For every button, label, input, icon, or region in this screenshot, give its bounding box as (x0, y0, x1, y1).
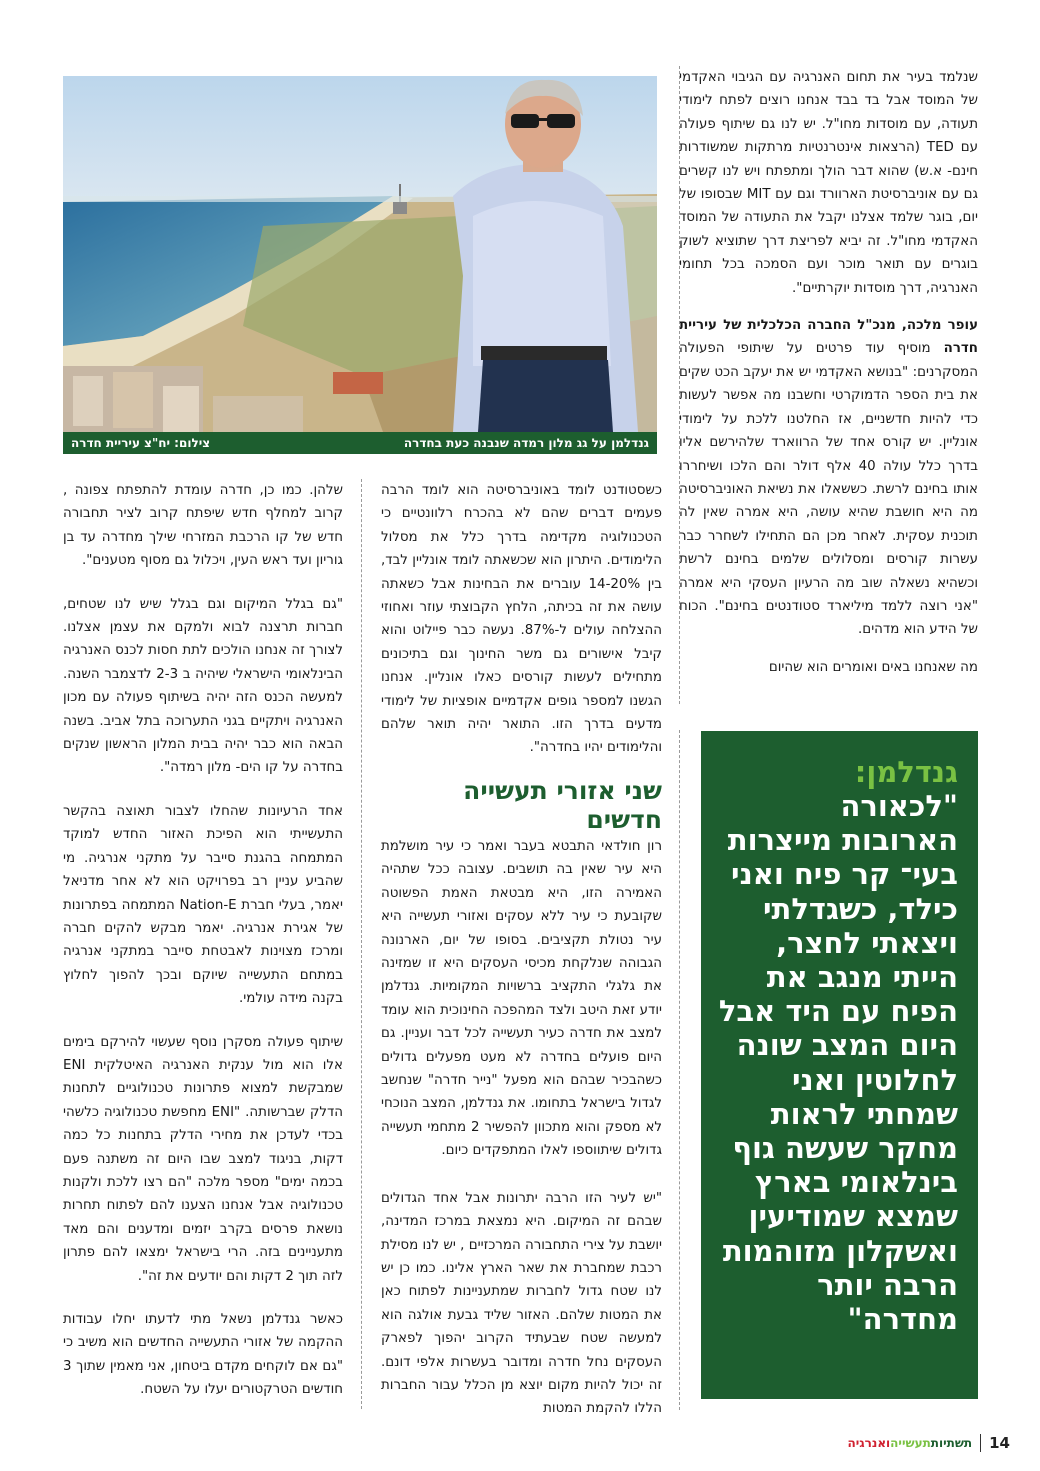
paragraph (674, 314, 978, 642)
paragraph: שלהן. כמו כן, חדרה עומדת להתפתח צפונה , קרוב למחלף חדש שיפתח קרוב לציר תחבורה חדש של קו הרכבת המזרחי שילך מחדרה עד בן גוריון ועד ראש העין, ויכלול גם מסוף מטענים". (58, 483, 343, 569)
photo-caption-bar (63, 432, 657, 454)
paragraph-text: מוסיף עוד פרטים על שיתופי הפעולה המסקרנים: "בנושא האקדמי יש את יעקב הכט שקים את בית הספר הדמוקרטי וחשבנו מה אפשר לעשות כדי להיות חדשניים, אז החלטנו ללכת על לימודי אונליין. יש קורס אחד של הרווארד שלהירשם אליו בדרך כלל עולה 40 אלף דולר והם הלכו ושיחררו אותו בחינם לרשת. כששאלו את נשיאת האוניברסיטה מה היא חושבת שהיא עושה, היא אמרה שאין לה תוכנית עסקית. לאחר מכן הם התחילו לשחרר כבר עשרות קורסים ומסלולים שלמים בחינם לרשת וכשהיא נשאלה שוב מה הרעיון העסקי היא אמרה "אני רוצה ללמד מיליארד סטודנטים בחינם". הכוח של הידע הוא מדהים. (674, 341, 978, 638)
column-divider (361, 479, 362, 1409)
photo-credit: צילום: יח"צ עיריית חדרה (71, 436, 211, 450)
paragraph: "יש לעיר הזו הרבה יתרונות אבל אחד הגדולים שבהם זה המיקום. היא נמצאת במרכז המדינה, יושבת על צירי התחבורה המרכזיים , יש לנו מסילת רכבת שמחברת את שאר הארץ אלינו. כמו כן יש לנו שטח גדול לחברות שמתעניינות לפתוח כאן את המטות שלהם. האזור שליד גבעת אולגה הוא למעשה שטח שבעתיד הקרוב יהפוך לפארק העסקים נחל חדרה ומדובר בעשרות אלפי דונם. זה יכול להיות מקום יוצא מן הכלל עבור החברות הללו להקמת המטות (376, 1190, 662, 1417)
paragraph: שנלמד בעיר את תחום האנרגיה עם הגיבוי האקדמי של המוסד אבל בד בבד אנחנו רוצים לפתח לימודי תעודה, עם מוסדות מחו"ל. יש לנו גם שיתוף פעולה עם TED (הרצאות אינטרנטיות מרתקות שמשודרות חינם- א.ש) שהוא דבר הולך ומתפתח ויש לנו קשרים גם עם אוניברסיטת הארוורד וגם עם MIT שבסופו של יום, בוגר שלמד אצלנו יקבל את התעודה של המוסד האקדמי מחו"ל. זה יביא לפריצת דרך שתוציא לשוק בוגרים עם תואר מוכר ועם הסמכה בכל תחומי האנרגיה, דרך מוסדות יוקרתיים". (674, 70, 978, 296)
quote-speaker: גנדלמן: (854, 755, 958, 789)
column-divider (679, 730, 680, 1410)
column-right (674, 66, 978, 679)
page-footer (840, 1428, 1010, 1458)
speaker-name: עופר מלכה, מנכ"ל החברה הכלכלית של עיריית חדרה (674, 318, 978, 357)
photo-caption: גנדלמן על גג מלון רמדה שנבנה כעת בחדרה (403, 436, 649, 450)
paragraph: אחד הרעיונות שהחלו לצבור תאוצה בהקשר התעשייתי הוא הפיכת האזור החדש למוקד המתמחה בהגנת סייבר על מתקני אנרגיה. מי שהביע עניין רב בפרויקט הוא לא אחר מדניאל יאמר, בעלי חברת Nation-E המתמחה בפתרונות של אגירת אנרגיה. יאמר מבקש להקים חברה ומרכז מצוינות לאבטחת סייבר במתקני אנרגיה במתחם התעשייה שיוקם ובכך להפוך לחלוץ בקנה מידה עולמי. (58, 803, 343, 1007)
paragraph: "גם בגלל המיקום וגם בגלל שיש לנו שטחים, חברות תרצנה לבוא ולמקם את עצמן אצלנו. לצורך זה אנחנו הולכים לתת חסות לכנס האנרגיה הבינלאומי הישראלי שיהיה ב 2-3 לדצמבר השנה. למעשה הכנס הזה יהיה בשיתוף פעולה עם מכון האנרגיה ויתקיים בגני התערוכה בתל אביב. בשנה הבאה הוא כבר יהיה בבית המלון הראשון שנקים בחדרה על קו הים- מלון רמדה". (58, 596, 344, 776)
column-middle-bottom (376, 835, 663, 1421)
paragraph: שיתוף פעולה מסקרן נוסף שעשוי להירקם בימים אלו הוא מול ענקית האנרגיה האיטלקית ENI שמבקשת למצוא פתרונות טכנולוגיים לתחנות הדלק שברשותה. "ENI מחפשת טכנולוגיה כלשהי בכדי לעדכן את מחירי הדלק בתחנות כל כמה דקות, בניגוד למצב שבו היום זה משתנה פעם בכמה ימים" מספר מלכה "הם רצו ללכת ולקנות טכנולוגיה אבל אנחנו הצענו להם לפתוח תחרות נושאת פרסים בקרב יזמים ומדענים והם מאד מתעניינים בזה. הרי בישראל ימצאו להם פתרון לזה תוך 2 דקות והם יודעים את זה". (58, 1034, 344, 1284)
footer-divider (980, 1434, 981, 1452)
pull-quote (701, 731, 978, 1399)
paragraph: כשסטודנט לומד באוניברסיטה הוא לומד הרבה פעמים דברים שהם לא בהכרח רלוונטיים כי הטכנולוגיה מקדימה בדרך כלל את מסלול הלימודים. היתרון הוא שכשאתה לומד אונליין לבד, בין 14-20% עוברים את הבחינות אבל כשאתה עושה את זה בכיתה, הלחץ הקבוצתי עוזר ואחוזי ההצלחה עולים ל-87%. נעשה כבר פיילוט והוא קיבל אישורים גם משר החינוך וגם בתיכונים מתחילים לעשות קורסים כאלו אונליין. אנחנו הגשנו למספר גופים אקדמיים אופציות של לימודי מדעים בדרך הזו. התואר יהיה תואר שלהם והלימודים יהיו בחדרה". (376, 483, 662, 756)
paragraph: כאשר גנדלמן נשאל מתי לדעתו יחלו עבודות ההקמה של אזורי התעשייה החדשים הוא משיב כי "גם אם לוקחים מקדם ביטחון, אני מאמין שתוך 3 חודשים הטרקטורים יעלו על השטח. (58, 1312, 343, 1398)
column-left (58, 479, 344, 1402)
article-photo (63, 76, 657, 432)
column-middle-top (376, 479, 662, 774)
section-subheading: שני אזורי תעשייה חדשים (463, 776, 662, 834)
magazine-name: תשתיותתעשייהואנרגיה (847, 1436, 973, 1450)
paragraph: מה שאנחנו באים ואומרים הוא שהיום (768, 659, 978, 675)
page-number: 14 (989, 1434, 1010, 1452)
photo-illustration (63, 76, 657, 432)
paragraph: רון חולדאי התבטא בעבר ואמר כי עיר מושלמת היא עיר שאין בה תושבים. עצובה ככל שתהיה האמירה הזו, היא מבטאת האמת הפשוטה שקובעת כי עיר ללא עסקים ואזורי תעשייה היא עיר נטולת תקציבים. בסופו של יום, הארנונה הגבוהה שנלקחת מכיסי העסקים היא זו שמזינה את גלגלי התקציב ברשויות המקומיות. גנדלמן יודע זאת היטב ולצד המהפכה החינוכית הוא עומד למצב את חדרה כעיר תעשייה לכל דבר ועניין. גם היום פועלים בחדרה לא מעט מפעלים גדולים כשהבכיר שבהם הוא מפעל "נייר חדרה" שנחשב לגדול בישראל בתחומו. את גנדלמן, המצב הנוכחי לא מספק והוא מתכוון להפשיר 2 מתחמי תעשייה גדולים שיתווספו לאלו המתפקדים כיום. (376, 839, 663, 1159)
quote-text: "לכאורה הארובות מייצרות בעי־ קר פיח ואני כילד, כשגדלתי ויצאתי לחצר, הייתי מנגב את הפיח עם היד אבל היום המצב שונה לחלוטין ואני שמחתי לראות מחקר שעשה גוף בינלאומי בארץ שמצא שמודיעין ואשקלון מזוהמות הרבה יותר מחדרה" (718, 789, 958, 1337)
column-divider (679, 66, 680, 704)
